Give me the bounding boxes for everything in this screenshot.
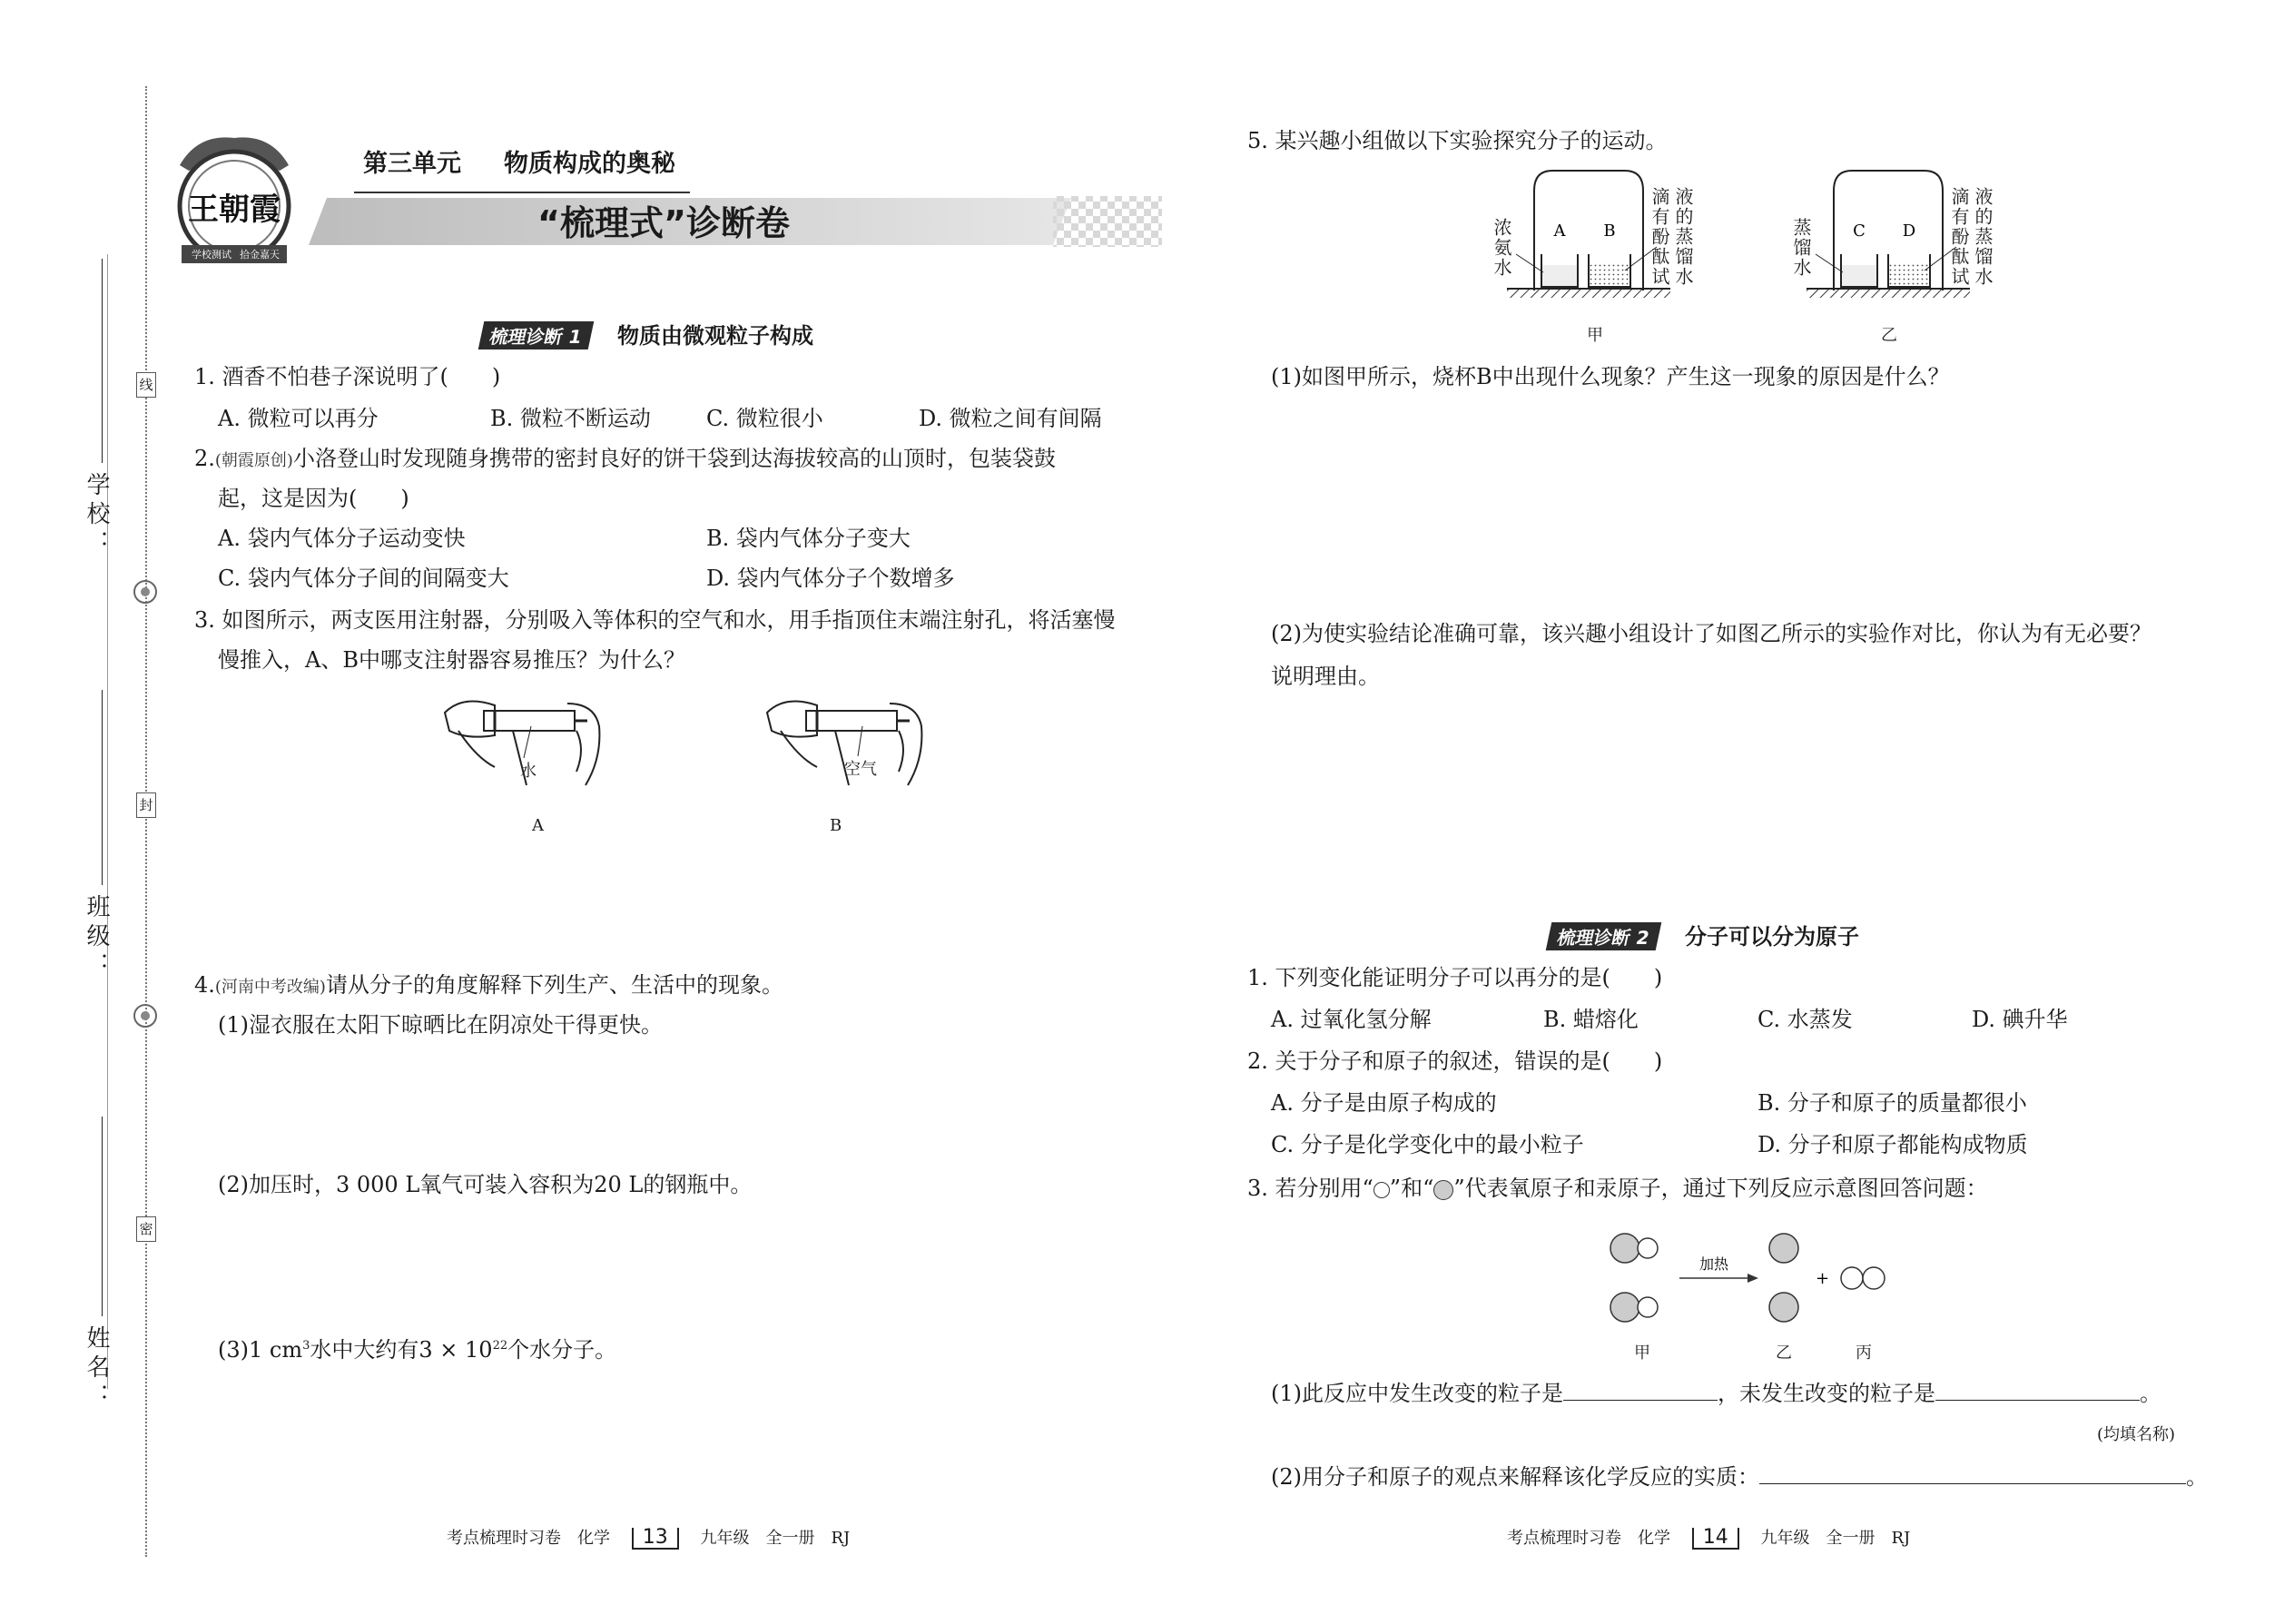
s2q2-option-c: C. 分子是化学变化中的最小粒子	[1271, 1132, 1584, 1157]
q4-sub1: (1)湿衣服在太阳下晾晒比在阴凉处干得更快。	[218, 1012, 663, 1038]
beaker-b-label: B	[1603, 221, 1616, 241]
s2q2-option-b: B. 分子和原子的质量都很小	[1757, 1090, 2027, 1116]
yi-right-label-1: 滴有酚酞试	[1948, 187, 1970, 287]
q3-stem: 3. 如图所示，两支医用注射器，分别吸入等体积的空气和水，用手指顶住末端注射孔，将活塞慢	[194, 607, 1116, 633]
arrow-label: 加热	[1698, 1255, 1729, 1273]
name-label: 姓名：	[83, 1325, 110, 1412]
school-label: 学校：	[83, 472, 110, 559]
footer-text: 九年级 全一册 RJ	[1760, 1529, 1911, 1548]
jia-left-label: 浓氨水	[1491, 218, 1512, 278]
page-number: 14	[1692, 1528, 1739, 1550]
reaction-caption-jia: 甲	[1634, 1343, 1650, 1363]
answer-blank-unchanged[interactable]	[1935, 1380, 2140, 1401]
s2q1-option-c: C. 水蒸发	[1757, 1007, 1853, 1032]
section-heading-2	[1549, 919, 1859, 950]
hgo-molecule	[1610, 1293, 1658, 1322]
s2q2-option-d: D. 分子和原子都能构成物质	[1757, 1132, 2028, 1157]
q1-option-c: C. 微粒很小	[706, 406, 823, 431]
answer-blank-essence[interactable]	[1759, 1463, 2186, 1484]
q2-option-c: C. 袋内气体分子间的间隔变大	[218, 566, 509, 591]
q5-sub2-cont: 说明理由。	[1271, 664, 1380, 689]
reaction-caption-yi: 乙	[1776, 1343, 1792, 1363]
margin-emblem-icon	[133, 579, 158, 605]
syringe-figure-a	[440, 685, 622, 794]
reaction-caption-bing: 丙	[1856, 1343, 1872, 1363]
plus-sign: +	[1816, 1269, 1830, 1288]
reaction-diagram	[1598, 1216, 1897, 1343]
section-heading-1	[481, 318, 813, 349]
class-field[interactable]	[102, 690, 103, 885]
logo-tag: 拾金嘉天	[240, 249, 280, 261]
q4-sub3: (3)1 $cm^3$水中大约有$3 \times 10^{22}$个水分子。	[218, 1337, 617, 1363]
figure-caption-a: A	[532, 816, 544, 835]
binding-solid-line	[107, 254, 108, 1389]
mercury-atom-icon	[1433, 1180, 1453, 1200]
unit-topic: 物质构成的奥秘	[504, 150, 675, 178]
s2q1-option-b: B. 蜡熔化	[1543, 1007, 1639, 1032]
logo-tag: 学校测试	[192, 249, 231, 261]
publisher-logo	[162, 129, 307, 283]
q1-option-a: A. 微粒可以再分	[218, 406, 379, 431]
q2-stem-cont: 起，这是因为( )	[218, 486, 409, 511]
mercury-atom	[1769, 1234, 1798, 1263]
syringe-figure-b	[763, 685, 944, 794]
beaker-c-label: C	[1853, 221, 1866, 241]
figure-caption-yi: 乙	[1881, 326, 1897, 345]
seal-mark-line: 线	[136, 372, 156, 398]
class-label: 班级：	[83, 894, 110, 981]
s2q2-option-a: A. 分子是由原子构成的	[1271, 1090, 1497, 1116]
s2q3-sub1: (1)此反应中发生改变的粒子是 ，未发生改变的粒子是 。	[1271, 1381, 2161, 1406]
q4-stem: 4.(河南中考改编)请从分子的角度解释下列生产、生活中的现象。	[194, 972, 783, 998]
beaker-a-label: A	[1553, 221, 1566, 241]
logo-text: 王朝霞	[188, 192, 281, 228]
q4-source: (河南中考改编)	[214, 978, 326, 997]
yi-right-label-2: 液的蒸馏水	[1972, 187, 1994, 287]
footer-left	[447, 1525, 850, 1550]
jia-right-label-1: 滴有酚酞试	[1649, 187, 1670, 287]
s2q3-note: (均填名称)	[2097, 1425, 2176, 1444]
oxygen-molecule	[1841, 1267, 1885, 1289]
figure-caption-b: B	[830, 816, 842, 835]
q1-option-b: B. 微粒不断运动	[490, 406, 651, 431]
footer-text: 考点梳理时习卷 化学	[447, 1529, 610, 1548]
q5-sub1: (1)如图甲所示，烧杯B中出现什么现象？产生这一现象的原因是什么？	[1271, 364, 1950, 389]
q2-stem: 2.(朝霞原创)小洛登山时发现随身携带的密封良好的饼干袋到达海拔较高的山顶时，包装袋鼓	[194, 446, 1056, 471]
section-tag: 梳理诊断 1	[478, 321, 594, 349]
name-field[interactable]	[102, 1117, 103, 1316]
footer-right	[1507, 1525, 1910, 1550]
page-title: “梳理式”诊断卷	[537, 203, 790, 243]
figure-caption-jia: 甲	[1587, 326, 1603, 345]
seal-mark-secret: 密	[136, 1216, 156, 1242]
binding-dotted-line	[145, 86, 147, 1557]
syringe-a-label: 水	[520, 762, 537, 781]
hgo-molecule	[1610, 1234, 1658, 1263]
q4-sub2: (2)加压时，3 000 L氧气可装入容积为20 L的钢瓶中。	[218, 1172, 753, 1197]
s2q1-stem: 1. 下列变化能证明分子可以再分的是( )	[1247, 965, 1663, 990]
q2-source: (朝霞原创)	[214, 451, 293, 470]
s2q3-stem: 3. 若分别用“ ”和“ ”代表氧原子和汞原子，通过下列反应示意图回答问题：	[1247, 1176, 1988, 1201]
jia-right-label-2: 液的蒸馏水	[1672, 187, 1694, 287]
margin-emblem-icon	[133, 1003, 158, 1029]
q1-option-d: D. 微粒之间有间隔	[919, 406, 1102, 431]
page-number: 13	[632, 1528, 679, 1550]
footer-text: 九年级 全一册 RJ	[700, 1529, 851, 1548]
section-title: 物质由微观粒子构成	[616, 323, 813, 349]
unit-number: 第三单元	[363, 150, 461, 178]
q5-sub2: (2)为使实验结论准确可靠，该兴趣小组设计了如图乙所示的实验作对比，你认为有无必要？	[1271, 621, 2151, 646]
q3-stem-cont: 慢推入，A、B中哪支注射器容易推压？为什么？	[218, 647, 685, 673]
oxygen-atom-icon	[1373, 1182, 1390, 1198]
s2q3-sub2: (2)用分子和原子的观点来解释该化学反应的实质： 。	[1271, 1464, 2208, 1490]
section-title: 分子可以分为原子	[1684, 924, 1859, 950]
answer-blank-changed[interactable]	[1563, 1380, 1718, 1401]
section-tag: 梳理诊断 2	[1546, 922, 1661, 950]
q2-option-a: A. 袋内气体分子运动变快	[218, 526, 466, 551]
q2-option-d: D. 袋内气体分子个数增多	[706, 566, 955, 591]
footer-text: 考点梳理时习卷 化学	[1507, 1529, 1670, 1548]
q5-stem: 5. 某兴趣小组做以下实验探究分子的运动。	[1247, 128, 1668, 153]
yi-left-label: 蒸馏水	[1790, 218, 1812, 278]
beaker-d-label: D	[1902, 221, 1916, 241]
school-field[interactable]	[102, 259, 103, 463]
syringe-b-label: 空气	[844, 760, 877, 779]
seal-mark-seal: 封	[136, 792, 156, 818]
mercury-atom	[1769, 1293, 1798, 1322]
s2q1-option-d: D. 碘升华	[1972, 1007, 2068, 1032]
s2q2-stem: 2. 关于分子和原子的叙述，错误的是( )	[1247, 1048, 1663, 1074]
q1-stem: 1. 酒香不怕巷子深说明了( )	[194, 364, 501, 389]
s2q1-option-a: A. 过氧化氢分解	[1271, 1007, 1432, 1032]
q2-option-b: B. 袋内气体分子变大	[706, 526, 911, 551]
